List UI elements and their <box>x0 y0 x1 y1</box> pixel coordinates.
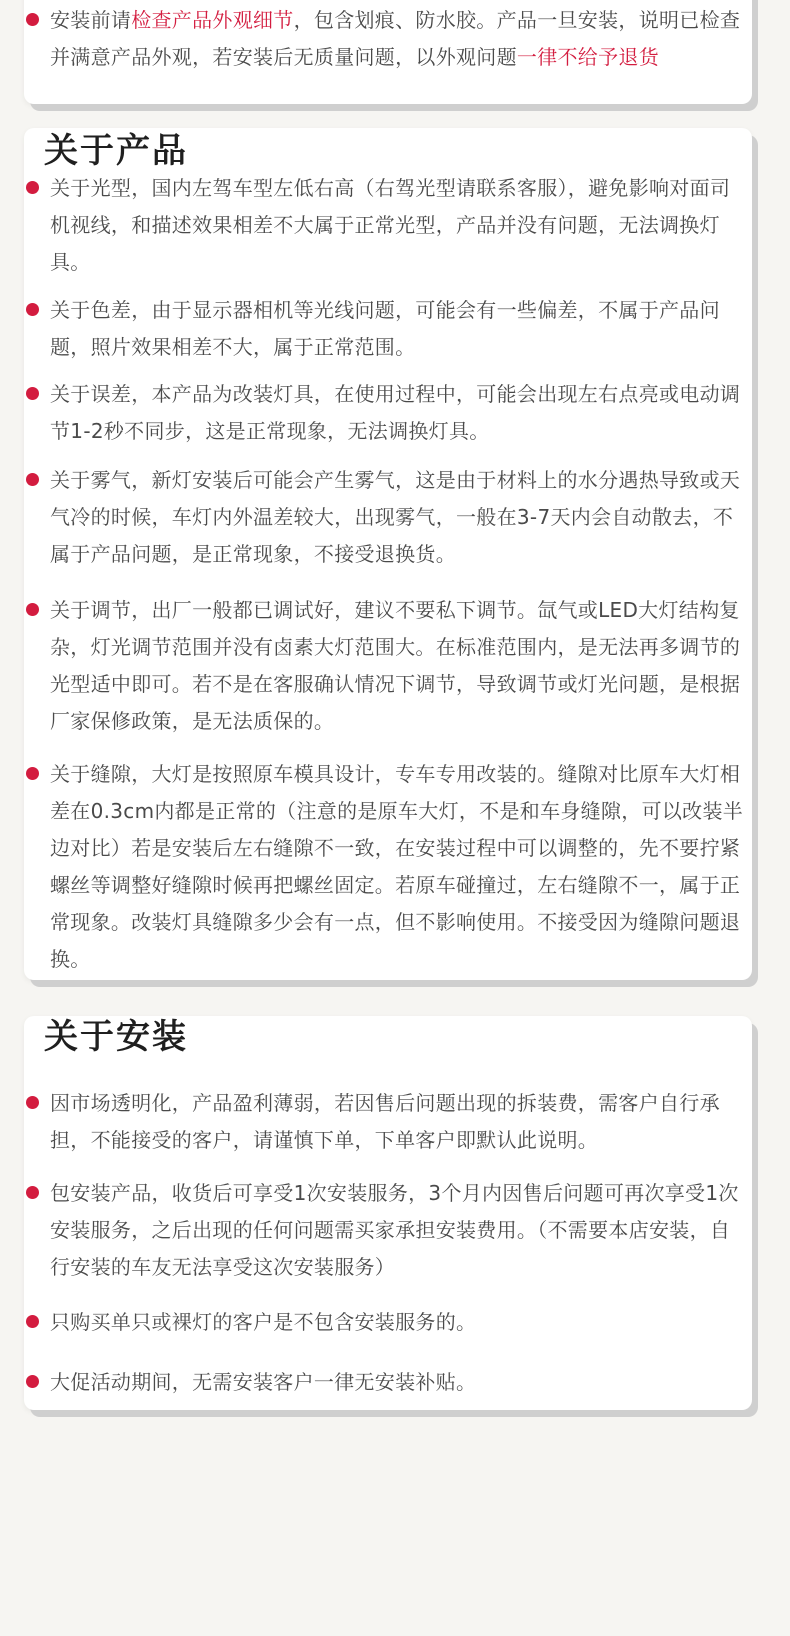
bullet-icon <box>26 1186 39 1199</box>
bullet-icon <box>26 603 39 616</box>
bullet-icon <box>26 303 39 316</box>
notice-text-2: ，包含划痕、防水胶。产品一旦安装，说明已检查并满意产品外观，若安装后无质量问题，以外观问题 <box>50 8 741 69</box>
install-item-cost <box>24 1085 752 1159</box>
bullet-icon <box>26 1315 39 1328</box>
install-item-single-lamp <box>24 1304 752 1341</box>
product-section-card <box>24 128 752 980</box>
bullet-icon <box>26 181 39 194</box>
section-title-product: 关于产品 <box>44 131 188 171</box>
install-item-text: 大促活动期间，无需安装客户一律无安装补贴。 <box>50 1370 477 1394</box>
install-item-text: 因市场透明化，产品盈利薄弱，若因售后问题出现的拆装费，需客户自行承担，不能接受的客户，请谨慎下单，下单客户即默认此说明。 <box>50 1091 720 1152</box>
section-title-install: 关于安装 <box>44 1017 188 1057</box>
product-item-fog <box>24 462 752 573</box>
bullet-icon <box>26 767 39 780</box>
notice-item <box>24 2 752 76</box>
notice-card <box>24 0 752 104</box>
product-item-text: 关于缝隙，大灯是按照原车模具设计，专车专用改装的。缝隙对比原车大灯相差在0.3cm内都是正常的（注意的是原车大灯，不是和车身缝隙，可以改装半边对比）若是安装后左右缝隙不一致，在安装过程中可以调整的，先不要拧紧螺丝等调整好缝隙时候再把螺丝固定。若原车碰撞过，左右缝隙不一，属于正常现象。改装灯具缝隙多少会有一点，但不影响使用。不接受因为缝隙问题退换。 <box>50 762 744 971</box>
notice-highlight-no-return: 一律不给予退货 <box>516 45 660 69</box>
install-item-text: 只购买单只或裸灯的客户是不包含安装服务的。 <box>50 1310 477 1334</box>
product-item-adjustment <box>24 592 752 740</box>
product-item-text: 关于色差，由于显示器相机等光线问题，可能会有一些偏差，不属于产品问题，照片效果相差不大，属于正常范围。 <box>50 298 720 359</box>
bullet-icon <box>26 387 39 400</box>
product-item-text: 关于误差，本产品为改装灯具，在使用过程中，可能会出现左右点亮或电动调节1-2秒不同步，这是正常现象，无法调换灯具。 <box>50 382 741 443</box>
product-item-color-difference <box>24 292 752 366</box>
bullet-icon <box>26 473 39 486</box>
product-item-text: 关于雾气，新灯安装后可能会产生雾气，这是由于材料上的水分遇热导致或天气冷的时候，车灯内外温差较大，出现雾气，一般在3-7天内会自动散去，不属于产品问题，是正常现象，不接受退换货。 <box>50 468 741 566</box>
install-section-card <box>24 1016 752 1410</box>
product-item-error <box>24 376 752 450</box>
product-item-text: 关于光型，国内左驾车型左低右高（右驾光型请联系客服），避免影响对面司机视线，和描述效果相差不大属于正常光型，产品并没有问题，无法调换灯具。 <box>50 176 731 274</box>
notice-text-1: 安装前请 <box>50 8 132 32</box>
product-item-text: 关于调节，出厂一般都已调试好，建议不要私下调节。氙气或LED大灯结构复杂，灯光调节范围并没有卤素大灯范围大。在标准范围内，是无法再多调节的光型适中即可。若不是在客服确认情况下调节，导致调节或灯光问题，是根据厂家保修政策，是无法质保的。 <box>50 598 741 733</box>
notice-highlight-check: 检查产品外观细节 <box>131 8 294 32</box>
bullet-icon <box>26 1096 39 1109</box>
bullet-icon <box>26 1375 39 1388</box>
product-item-light-pattern <box>24 170 752 281</box>
product-item-gap <box>24 756 752 978</box>
install-item-text: 包安装产品，收货后可享受1次安装服务，3个月内因售后问题可再次享受1次安装服务，之后出现的任何问题需买家承担安装费用。（不需要本店安装，自行安装的车友无法享受这次安装服务） <box>50 1181 739 1279</box>
install-item-service <box>24 1175 752 1286</box>
install-item-promotion <box>24 1364 752 1401</box>
bullet-icon <box>26 13 39 26</box>
